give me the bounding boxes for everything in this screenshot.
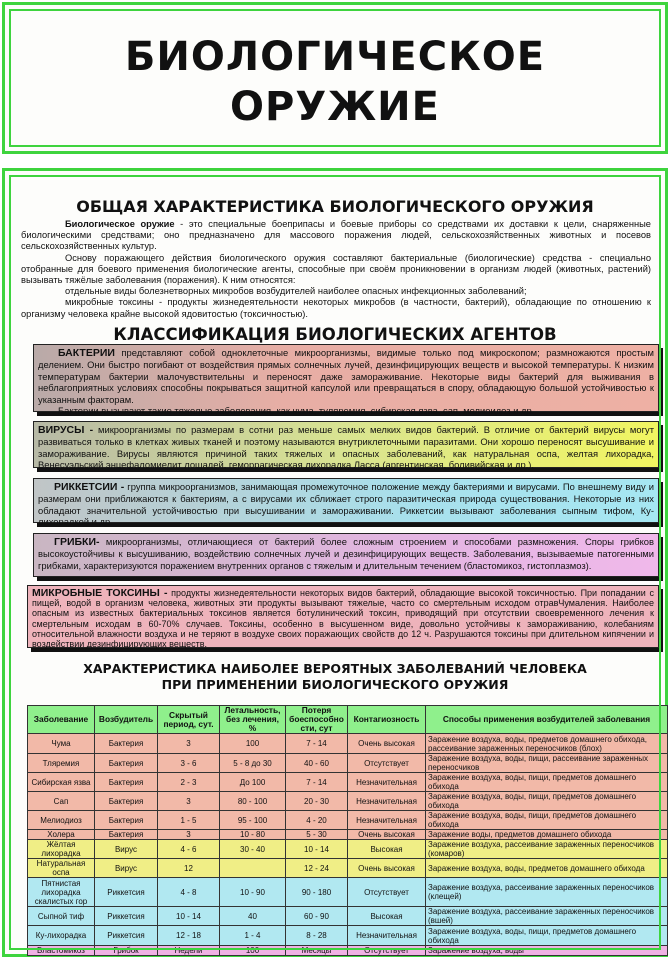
table-cell: Высокая <box>348 840 426 859</box>
table-cell: Бактерия <box>95 734 158 754</box>
text: группа микроорганизмов, занимающая промежуточное положение между бактериями и вирусами. По внешнему виду и размерам они приближаются к бактериям, а с вирусами их сближает строго паразитическая природа существования. Некоторые из них обладают значительной устойчивостью при высушивании и замораживании. Риккетсии вызывают заболевания сыпным тифом, Ку-лихорадкой и др. <box>38 481 654 528</box>
table-cell: Месяцы <box>286 946 348 956</box>
table-cell: Заражение воды, предметов домашнего обихода <box>426 830 668 840</box>
table-row <box>28 830 668 840</box>
diseases-table <box>27 705 668 956</box>
table-cell: Ку-лихорадка <box>28 926 95 946</box>
table-cell: Отсутствует <box>348 878 426 907</box>
table-cell: 3 <box>158 792 220 811</box>
table-cell: Бактерия <box>95 811 158 830</box>
table-row <box>28 792 668 811</box>
table-cell: Чума <box>28 734 95 754</box>
table-cell: Риккетсия <box>95 926 158 946</box>
table-cell: Высокая <box>348 907 426 926</box>
table-cell: 3 <box>158 830 220 840</box>
table-cell: Вирус <box>95 840 158 859</box>
table-cell: 12 - 24 <box>286 859 348 878</box>
table-cell: Мелиодиоз <box>28 811 95 830</box>
table-cell: Сап <box>28 792 95 811</box>
text: Бактерии вызывают такие тяжелые заболевания, как чума, туляремия, сибирская язва, сап, мелиоидоз и др. <box>58 405 535 417</box>
table-cell: Незначительная <box>348 773 426 792</box>
table-cell: 3 - 6 <box>158 754 220 773</box>
table-cell: Жёлтая лихорадка <box>28 840 95 859</box>
table-cell: Заражение воздуха, воды, пищи, рассеивание зараженных переносчиков <box>426 754 668 773</box>
paragraph: микробные токсины - продукты жизнедеятельности некоторых микробов (в частности, бактерий), обладающие по отношению к организму человека крайне высокой ядовитостью (токсичностью). <box>21 297 651 319</box>
table-row <box>28 840 668 859</box>
table-cell: 4 - 6 <box>158 840 220 859</box>
fungi-box <box>33 533 659 577</box>
table-cell: Очень высокая <box>348 859 426 878</box>
table-cell: Заражение воздуха, воды, пищи, предметов домашнего обихода <box>426 773 668 792</box>
rickettsia-box <box>33 478 659 528</box>
table-cell: Заражение воздуха, рассеивание зараженных переносчиков (клещей) <box>426 878 668 907</box>
term: ВИРУСЫ - <box>38 424 94 436</box>
table-cell: 8 - 28 <box>286 926 348 946</box>
table-cell: Заражение воздуха, рассеивание зараженных переносчиков (вшей) <box>426 907 668 926</box>
table-heading <box>5 661 665 693</box>
table-cell: Очень высокая <box>348 734 426 754</box>
table-cell: 30 - 40 <box>220 840 286 859</box>
general-heading: ОБЩАЯ ХАРАКТЕРИСТИКА БИОЛОГИЧЕСКОГО ОРУЖИЯ <box>76 197 594 216</box>
poster-title-line1: БИОЛОГИЧЕСКОЕ <box>124 34 546 80</box>
table-cell: 100 <box>220 946 286 956</box>
table-cell: Бактерия <box>95 830 158 840</box>
table-cell: Тляремия <box>28 754 95 773</box>
table-cell: Заражение воздуха, воды, предметов домашнего обихода, рассеивание зараженных переносчиков (блох) <box>426 734 668 754</box>
table-cell: Заражение воздуха, воды, пищи, предметов домашнего обихода <box>426 926 668 946</box>
table-row <box>28 946 668 956</box>
table-cell: Бактерия <box>95 754 158 773</box>
table-cell: Заражение воздуха, воды <box>426 946 668 956</box>
table-row <box>28 926 668 946</box>
table-cell: 3 <box>158 734 220 754</box>
table-cell: Отсутствует <box>348 754 426 773</box>
table-cell <box>220 859 286 878</box>
table-cell: Отсутствует <box>348 946 426 956</box>
table-cell: Сибирская язва <box>28 773 95 792</box>
table-cell: 7 - 14 <box>286 773 348 792</box>
table-cell: Заражение воздуха, воды, пищи, предметов домашнего обихода <box>426 811 668 830</box>
table-cell: Холера <box>28 830 95 840</box>
bacteria-box <box>33 344 659 417</box>
term: Биологическое оружие <box>65 219 175 229</box>
column-header: Контагиозность <box>348 706 426 734</box>
term: МИКРОБНЫЕ ТОКСИНЫ - <box>32 587 168 599</box>
table-cell: 12 <box>158 859 220 878</box>
term: РИККЕТСИИ - <box>54 481 125 493</box>
content-panel <box>2 168 668 957</box>
table-row <box>28 878 668 907</box>
table-cell: 5 - 30 <box>286 830 348 840</box>
table-cell: Незначительная <box>348 792 426 811</box>
table-cell: 5 - 8 до 30 <box>220 754 286 773</box>
viruses-box <box>33 421 659 471</box>
table-cell: 10 - 80 <box>220 830 286 840</box>
table-cell: 7 - 14 <box>286 734 348 754</box>
table-cell: 10 - 90 <box>220 878 286 907</box>
table-cell: Заражение воздуха, рассеивание зараженных переносчиков (комаров) <box>426 840 668 859</box>
table-cell: Заражение воздуха, воды, пищи, предметов домашнего обихода <box>426 792 668 811</box>
title-panel <box>2 2 668 154</box>
table-cell: Незначительная <box>348 811 426 830</box>
table-row <box>28 773 668 792</box>
poster-title-line2: ОРУЖИЕ <box>230 84 440 130</box>
table-cell: Бластомикоз <box>28 946 95 956</box>
term: БАКТЕРИИ <box>58 347 115 359</box>
table-row <box>28 754 668 773</box>
table-cell: 40 - 60 <box>286 754 348 773</box>
table-cell: Риккетсия <box>95 907 158 926</box>
table-cell: 12 - 18 <box>158 926 220 946</box>
table-cell: 40 <box>220 907 286 926</box>
table-cell: 90 - 180 <box>286 878 348 907</box>
text: микроорганизмы, отличающиеся от бактерий более сложным строением и способами размножения. Споры грибков высокоустойчивы к высушиванию, воздействию солнечных лучей и дезинфицирующих веществ. Заболевания, вызываемые патогенными грибками, характеризуются поражением внутренних органов с тяжелым и длительным течением (бластомикоз, гистоплазмоз). <box>38 536 654 571</box>
table-row <box>28 907 668 926</box>
text: представляют собой одноклеточные микроорганизмы, видимые только под микроскопом; размножаются простым делением. Они быстро погибают от воздействия прямых солнечных лучей, дезинфицирующих веществ и высокой температуры. К низким температурам бактерии малочувствительны и переносят даже замораживание. Некоторые виды бактерий для выживания в неблагоприятных условиях способны покрываться защитной капсулой или превращаться в спору, обладающую большой устойчивостью к указанным факторам. <box>38 347 654 405</box>
table-cell: Вирус <box>95 859 158 878</box>
text: продукты жизнедеятельности некоторых видов бактерий, обладающие высокой токсичностью. При попадании с пищей, водой в организм человека, животных эти продукты вызывают тяжелые, часто со смертельным исходом отравЧумаления. Наиболее опасным из известных бактериальных токсинов является ботулинический токсин, приводящий при отсутствии своевременного лечения к смертельным исходам в 60-70% случаев. Токсины, особенно в высушенном виде, довольно устойчивы к замораживанию, колебаниям относительной влажности воздуха и не теряют в воздухе своих поражающих свойств до 12 ч. Разрушаются токсины при длительном кипячении и воздействии дезинфицирующих веществ. <box>32 588 654 650</box>
table-cell: Бактерия <box>95 792 158 811</box>
table-cell: Пятнистая лихорадка скалистых гор <box>28 878 95 907</box>
column-header: Заболевание <box>28 706 95 734</box>
table-row <box>28 859 668 878</box>
table-cell: 60 - 90 <box>286 907 348 926</box>
table-cell: Грибок <box>95 946 158 956</box>
general-text <box>21 219 651 320</box>
table-cell: 10 - 14 <box>286 840 348 859</box>
table-cell: 80 - 100 <box>220 792 286 811</box>
table-cell: Заражение воздуха, воды, предметов домашнего обихода <box>426 859 668 878</box>
table-cell: 100 <box>220 734 286 754</box>
paragraph: Основу поражающего действия биологического оружия составляют бактериальные (биологические) средства - специально отобранные для боевого применения биологические агенты, способные при своём проникновении в организм людей (животных, растений) вызывать тяжёлые заболевания (поражения). К ним относятся: <box>21 252 651 286</box>
table-cell: 1 - 5 <box>158 811 220 830</box>
table-cell: 2 - 3 <box>158 773 220 792</box>
table-cell: 95 - 100 <box>220 811 286 830</box>
column-header: Летальность, без лечения, % <box>220 706 286 734</box>
table-cell: 10 - 14 <box>158 907 220 926</box>
table-cell: Незначительная <box>348 926 426 946</box>
paragraph: - это специальные боеприпасы и боевые приборы со средствами их доставки к цели, снаряженные биологическими средствами; оно предназначено для массового поражения людей, сельскохозяйственных животных и посевов сельскохозяйственных культур. <box>21 219 651 252</box>
table-row <box>28 734 668 754</box>
table-cell: Риккетсия <box>95 878 158 907</box>
heading-line: ХАРАКТЕРИСТИКА НАИБОЛЕЕ ВЕРОЯТНЫХ ЗАБОЛЕВАНИЙ ЧЕЛОВЕКА <box>83 661 587 676</box>
table-cell: Очень высокая <box>348 830 426 840</box>
table-header-row <box>28 706 668 734</box>
heading-line: ПРИ ПРИМЕНЕНИИ БИОЛОГИЧЕСКОГО ОРУЖИЯ <box>161 677 509 692</box>
column-header: Потеря боеспособно сти, сут <box>286 706 348 734</box>
column-header: Скрытый период, сут. <box>158 706 220 734</box>
column-header: Возбудитель <box>95 706 158 734</box>
table-cell: Натуральная оспа <box>28 859 95 878</box>
table-cell: 20 - 30 <box>286 792 348 811</box>
table-row <box>28 811 668 830</box>
table-cell: 4 - 20 <box>286 811 348 830</box>
table-cell: Бактерия <box>95 773 158 792</box>
toxins-box <box>27 585 659 648</box>
term: ГРИБКИ- <box>54 536 100 548</box>
table-cell: 1 - 4 <box>220 926 286 946</box>
classification-heading: КЛАССИФИКАЦИЯ БИОЛОГИЧЕСКИХ АГЕНТОВ <box>113 325 557 344</box>
table-cell: Недели <box>158 946 220 956</box>
column-header: Способы применения возбудителей заболевания <box>426 706 668 734</box>
table-cell: Сыпной тиф <box>28 907 95 926</box>
table-cell: До 100 <box>220 773 286 792</box>
text: микроорганизмы по размерам в сотни раз меньше самых мелких видов бактерий. В отличие от бактерий вирусы могут развиваться только в клетках живых тканей и поэтому называются внутриклеточными паразитами. Они хорошо переносят высушивание и замораживание. Вирусы являются причиной таких тяжелых и опасных заболеваний, как натуральная оспа, желтая лихорадка, Венесуэльский энцефаломиелит лошадей, геморрагическая лихорадка Ласса (аргентинская, боливийская и др.). <box>38 424 654 471</box>
table-cell: 4 - 8 <box>158 878 220 907</box>
paragraph: отдельные виды болезнетворных микробов возбудителей наиболее опасных инфекционных заболеваний; <box>65 286 527 297</box>
